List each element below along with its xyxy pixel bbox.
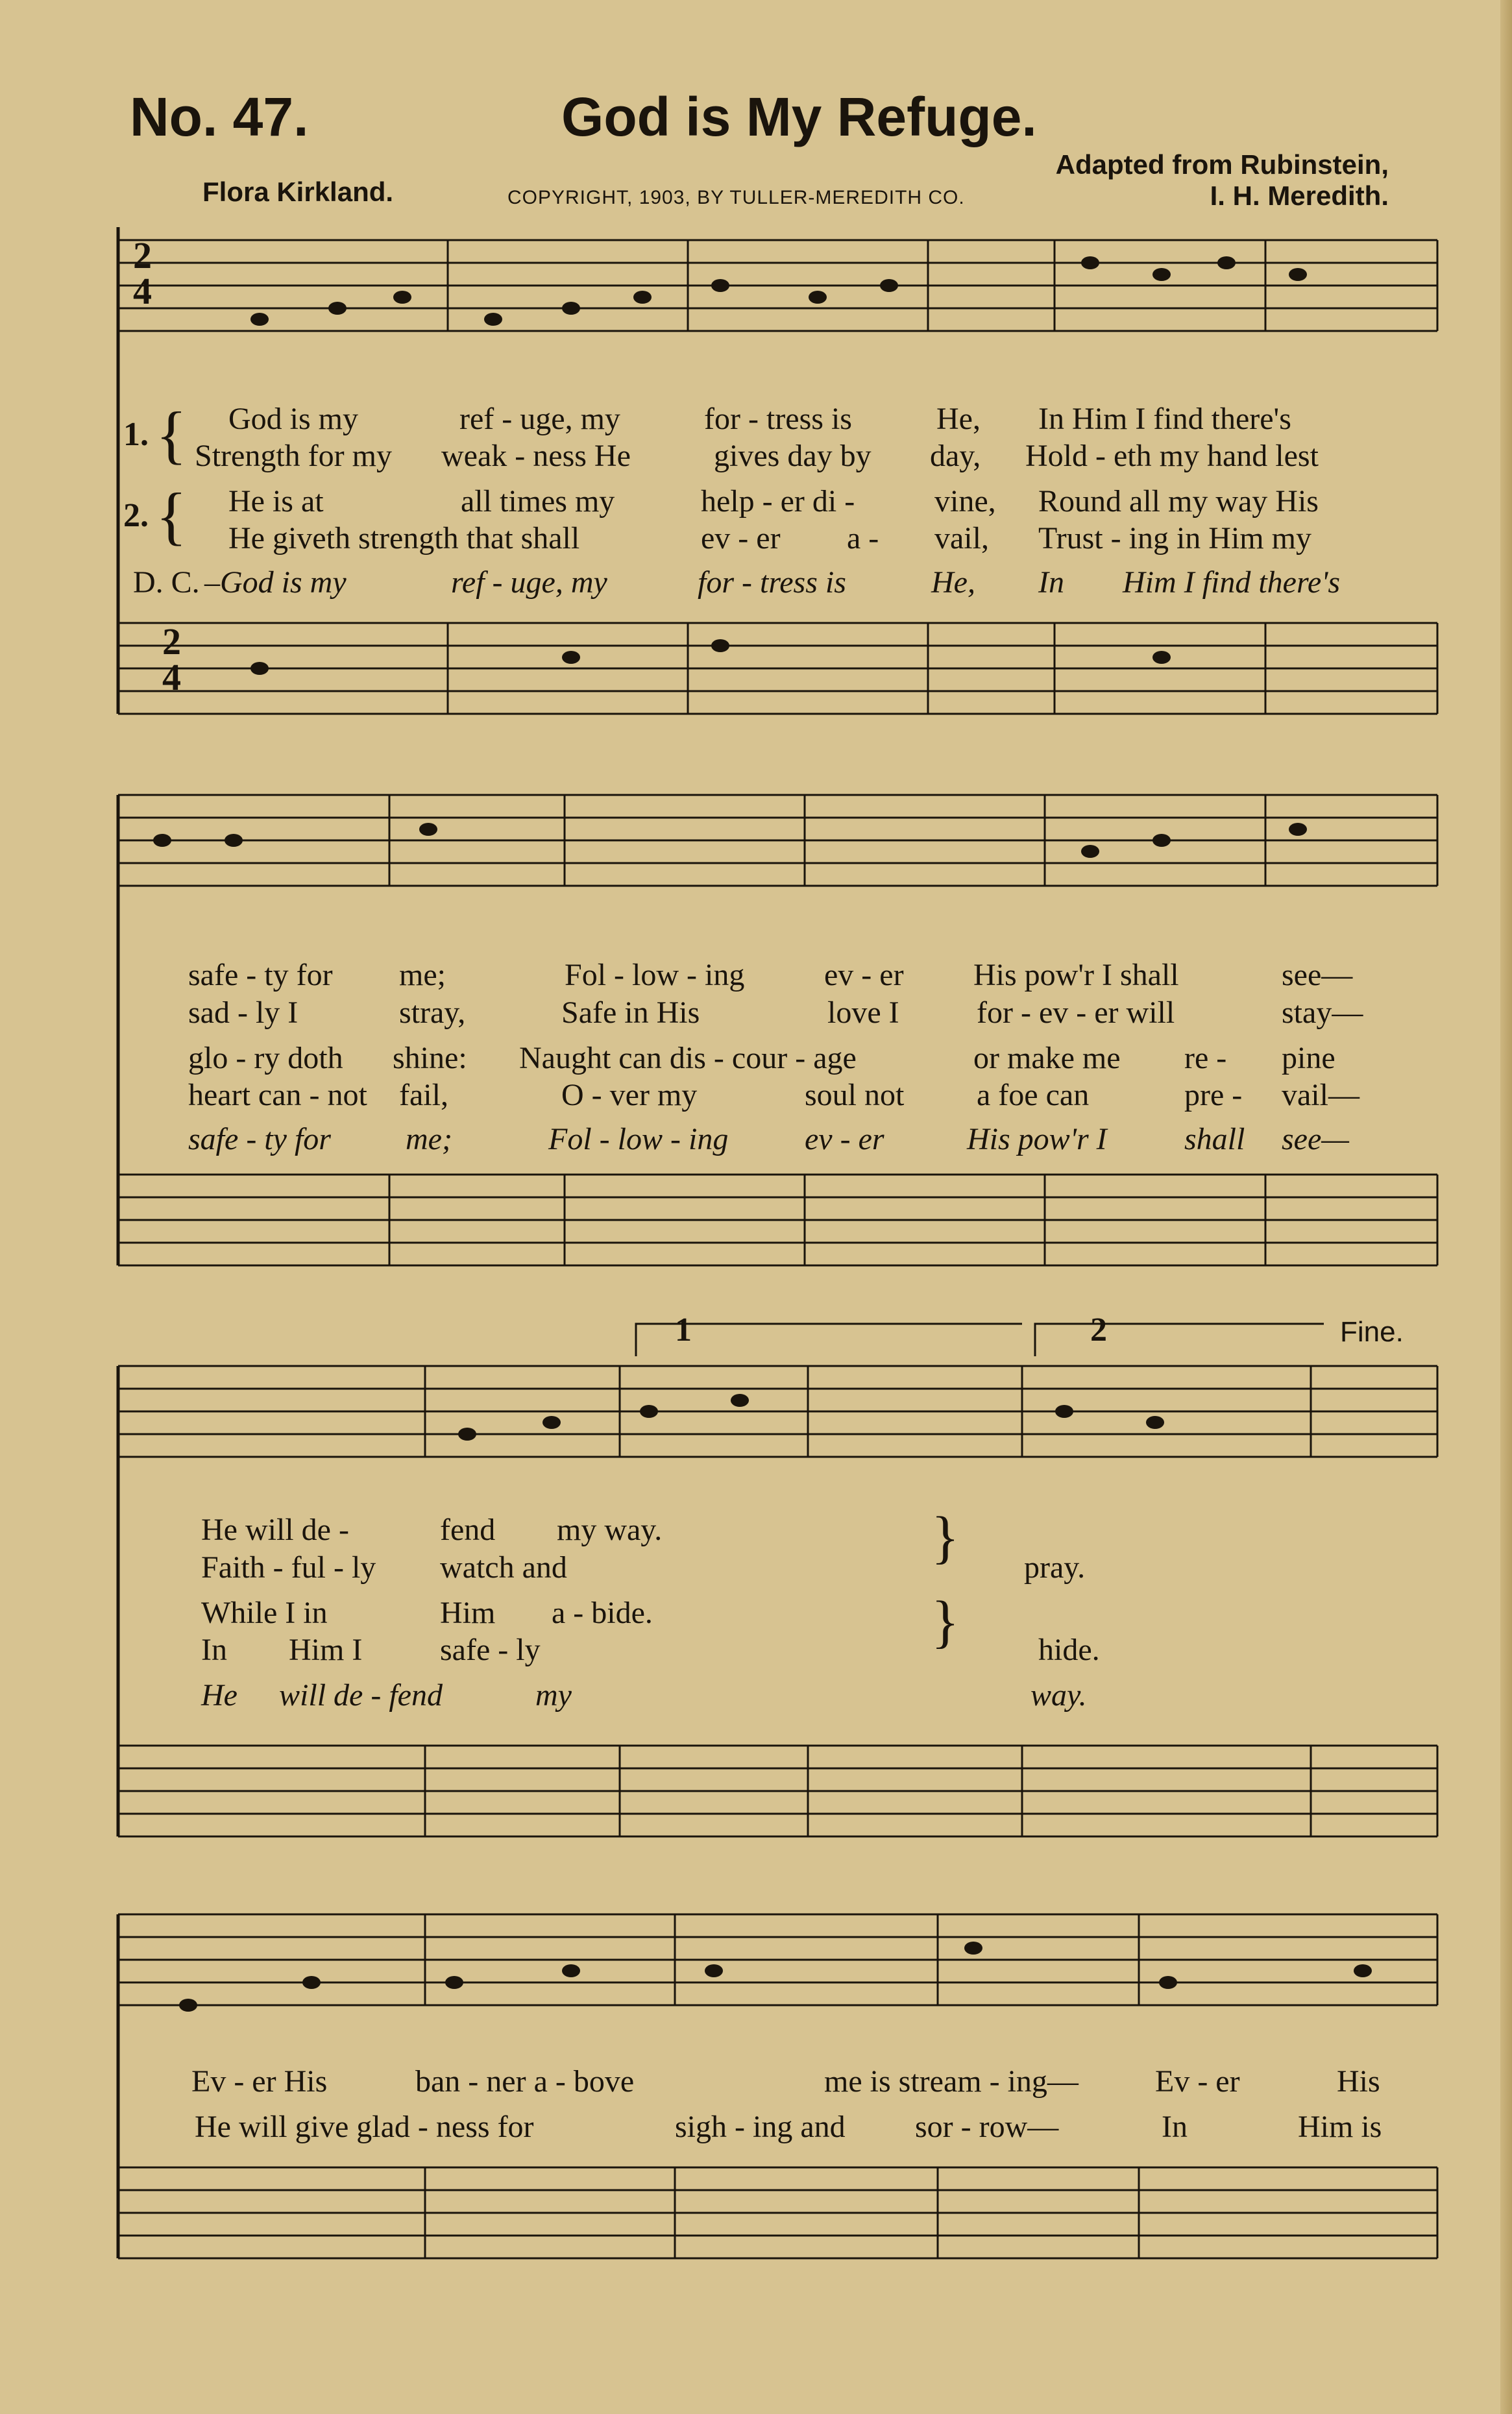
lyric: God is my (228, 402, 359, 436)
staff-treble-3 (118, 1366, 1437, 1457)
lyric: In Him I find there's (1038, 402, 1291, 436)
ending-brace-1: } (931, 1506, 960, 1570)
second-ending-label: 2 (1090, 1311, 1107, 1348)
verse-number-1: 1. (123, 416, 149, 453)
lyric: gives day by (714, 439, 872, 473)
lyric: ev - er (824, 958, 904, 992)
lyric: ev - er (701, 521, 781, 555)
lyric: In (201, 1633, 227, 1667)
dc-label: D. C. (133, 565, 200, 600)
lyric: for - tress is (698, 565, 846, 600)
staff-treble-4 (118, 1914, 1437, 2005)
lyric: He is at (228, 484, 324, 518)
lyric: hide. (1038, 1633, 1100, 1667)
lyric: Ev - er His (191, 2064, 328, 2099)
lyric: safe - ty for (188, 958, 333, 992)
lyric: pray. (1024, 1550, 1086, 1585)
bass-time-signature-bottom: 4 (162, 656, 181, 698)
lyric: Naught can dis - cour - age (519, 1041, 857, 1075)
lyric: a - bide. (552, 1596, 653, 1630)
lyric: or make me (973, 1041, 1121, 1075)
lyric: re - (1184, 1041, 1227, 1075)
lyric: vail— (1282, 1078, 1360, 1112)
ending-brace-2: } (931, 1590, 960, 1654)
lyric: love I (827, 995, 899, 1030)
lyric: my way. (557, 1513, 663, 1547)
lyric: all times my (461, 484, 615, 518)
lyric: fend (440, 1513, 496, 1547)
lyric: Safe in His (561, 995, 700, 1030)
lyric: Strength for my (195, 439, 392, 473)
lyric: Fol - low - ing (565, 958, 745, 992)
lyric: sigh - ing and (675, 2110, 846, 2144)
lyric: shine: (393, 1041, 467, 1075)
staff-treble-2 (118, 795, 1437, 886)
lyric: His (1337, 2064, 1380, 2099)
verse-2-brace: { (156, 480, 187, 552)
lyric: weak - ness He (441, 439, 631, 473)
lyric: Him is (1298, 2110, 1382, 2144)
bass-time-signature-top: 2 (162, 620, 181, 663)
lyric: Fol - low - ing (548, 1122, 729, 1156)
lyric: His pow'r I shall (973, 958, 1179, 992)
lyric: stay— (1282, 995, 1363, 1030)
lyric: my (535, 1678, 572, 1713)
lyric: for - tress is (704, 402, 852, 436)
lyric: ev - er (805, 1122, 884, 1156)
lyric: Hold - eth my hand lest (1025, 439, 1319, 473)
staff-treble-1 (118, 240, 1437, 331)
lyric: ban - ner a - bove (415, 2064, 635, 2099)
lyric: stray, (399, 995, 466, 1030)
lyric: shall (1184, 1122, 1245, 1156)
lyric: vine, (934, 484, 996, 518)
lyric: soul not (805, 1078, 905, 1112)
staff-bass-2 (118, 1175, 1437, 1265)
time-signature-bottom: 4 (133, 270, 152, 312)
hymn-number: No. 47. (130, 86, 309, 147)
lyric: In (1038, 565, 1064, 600)
lyric: He will de - (201, 1513, 349, 1547)
lyric: sad - ly I (188, 995, 299, 1030)
lyric: day, (930, 439, 981, 473)
composer-credit: I. H. Meredith. (1210, 180, 1389, 211)
copyright-notice: COPYRIGHT, 1903, BY TULLER-MEREDITH CO. (507, 187, 965, 208)
lyric: Him I (289, 1633, 363, 1667)
staff-bass-1 (118, 620, 1437, 714)
lyric: me; (406, 1122, 452, 1156)
lyric: Round all my way His (1038, 484, 1319, 518)
lyric: sor - row— (915, 2110, 1059, 2144)
lyric: me; (399, 958, 446, 992)
lyric: vail, (934, 521, 989, 555)
lyric: In (1162, 2110, 1188, 2144)
lyric: a foe can (977, 1078, 1090, 1112)
lyric: He, (931, 565, 975, 600)
lyric: pine (1282, 1041, 1335, 1075)
verse-number-2: 2. (123, 497, 149, 534)
first-ending-label: 1 (675, 1311, 692, 1348)
lyric: He, (936, 402, 981, 436)
lyric: way. (1030, 1678, 1087, 1713)
lyric: heart can - not (188, 1078, 367, 1112)
lyric: He giveth strength that shall (228, 521, 580, 555)
lyric: a - (847, 521, 879, 555)
fine-marking: Fine. (1340, 1316, 1404, 1348)
lyric: Him I find there's (1123, 565, 1341, 600)
lyric: Trust - ing in Him my (1038, 521, 1311, 555)
lyric: see— (1282, 958, 1353, 992)
lyric: Faith - ful - ly (201, 1550, 376, 1585)
verse-1-brace: { (156, 398, 187, 470)
lyric: While I in (201, 1596, 328, 1630)
lyric: safe - ty for (188, 1122, 331, 1156)
lyric: help - er di - (701, 484, 855, 518)
staff-bass-3 (118, 1746, 1437, 1836)
lyric: me is stream - ing— (824, 2064, 1079, 2099)
lyric: O - ver my (561, 1078, 698, 1112)
lyric: see— (1282, 1122, 1349, 1156)
lyric: His pow'r I (967, 1122, 1107, 1156)
lyric: –God is my (204, 565, 347, 600)
lyric: Ev - er (1155, 2064, 1240, 2099)
lyric: safe - ly (440, 1633, 541, 1667)
lyric: will de - fend (279, 1678, 443, 1713)
lyric: He will give glad - ness for (195, 2110, 534, 2144)
lyric: fail, (399, 1078, 448, 1112)
lyric: watch and (440, 1550, 567, 1585)
lyric: glo - ry doth (188, 1041, 343, 1075)
adapted-credit: Adapted from Rubinstein, (1055, 149, 1389, 180)
lyric: for - ev - er will (977, 995, 1175, 1030)
lyric: ref - uge, my (451, 565, 607, 600)
lyric: Him (440, 1596, 496, 1630)
time-signature-top: 2 (133, 234, 152, 276)
hymn-title: God is My Refuge. (561, 86, 1037, 147)
author-credit: Flora Kirkland. (202, 177, 394, 207)
lyric: He (201, 1678, 238, 1713)
lyric: ref - uge, my (459, 402, 620, 436)
lyric: pre - (1184, 1078, 1243, 1112)
staff-bass-4 (118, 2167, 1437, 2258)
